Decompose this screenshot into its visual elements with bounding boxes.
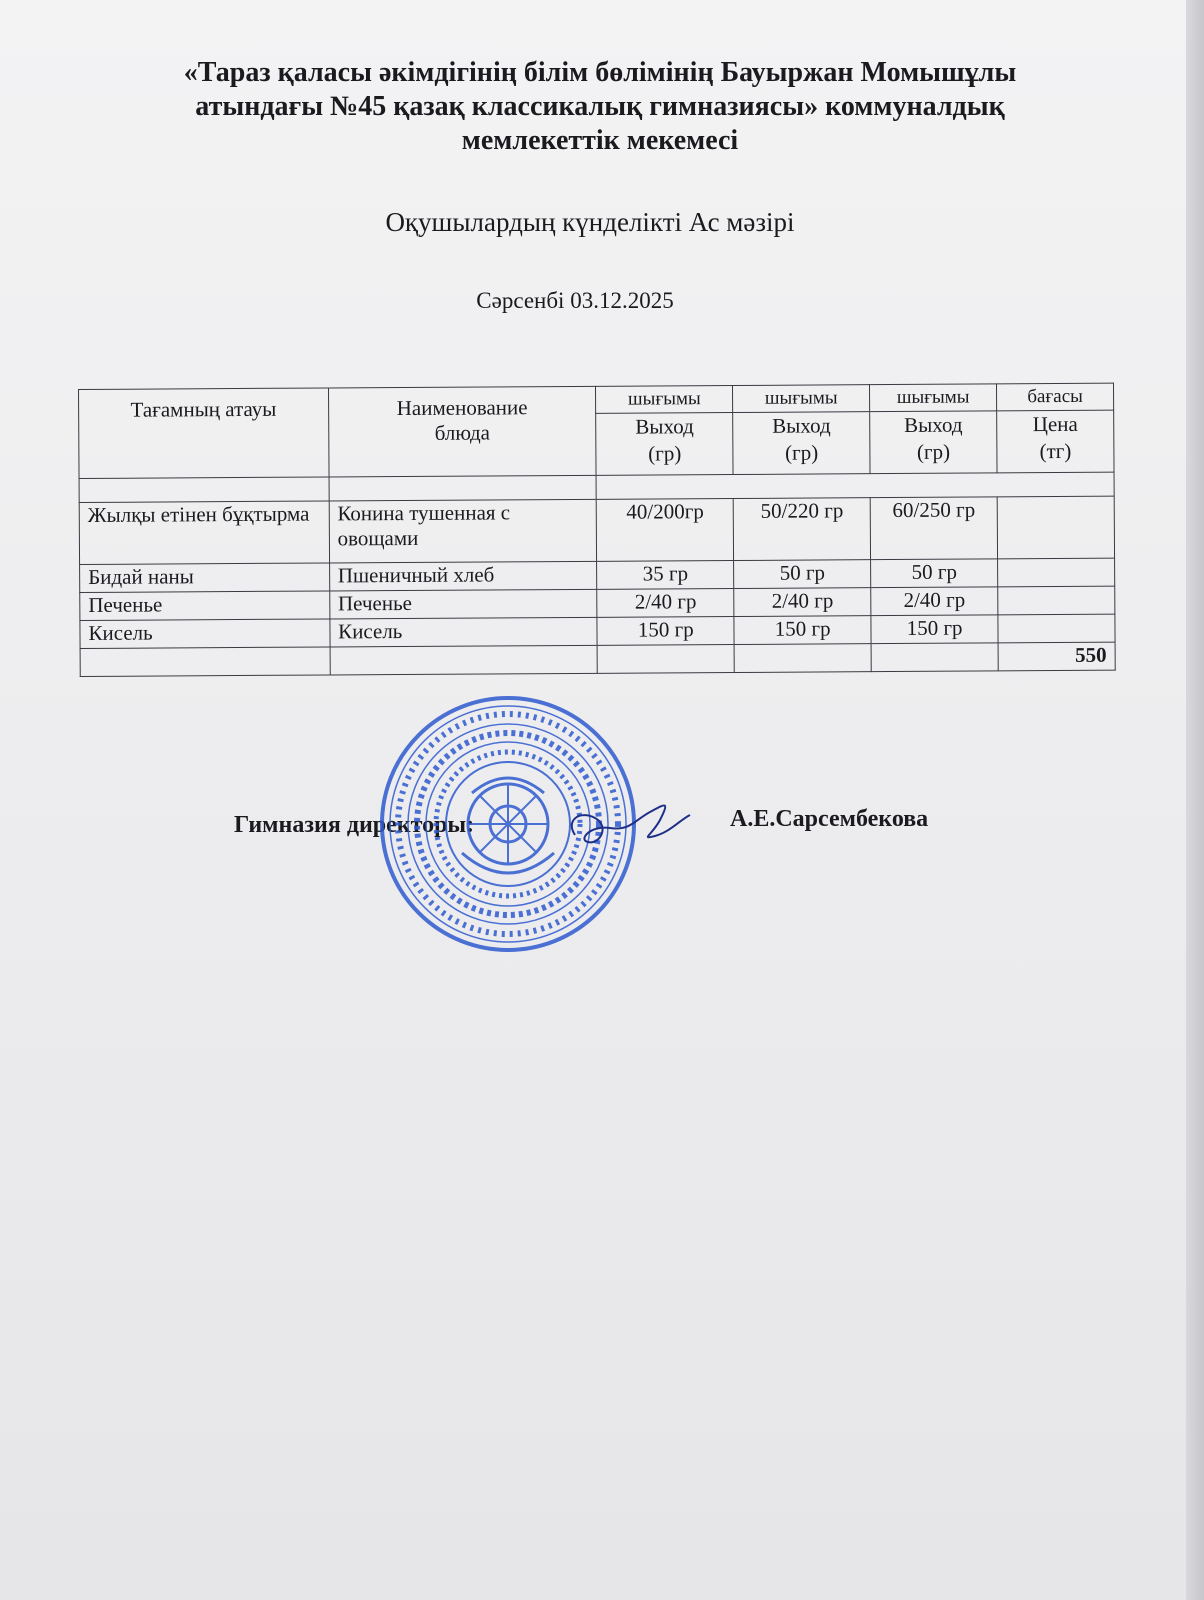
empty-cell: [597, 644, 734, 673]
output-1: 150 гр: [597, 616, 734, 645]
page-edge: [1186, 0, 1204, 1600]
header-price-ru: [997, 410, 1114, 473]
price: [997, 496, 1114, 559]
output-3: 2/40 гр: [871, 587, 998, 616]
header-out-kz-1: шығымы: [596, 386, 733, 414]
output-2: 150 гр: [734, 616, 871, 645]
header-out-ru-1: [596, 412, 733, 475]
header-out-ru-1-a: Выход: [635, 414, 694, 439]
director-role: Гимназия директоры:: [234, 812, 475, 838]
output-3: 50 гр: [871, 559, 998, 588]
header-out-kz-2: шығымы: [733, 385, 870, 413]
price: [998, 558, 1115, 587]
header-out-ru-2-a: Выход: [772, 413, 831, 438]
header-out-ru-3: [870, 411, 997, 474]
spacer-cell: [79, 477, 329, 503]
menu-table: [78, 383, 1116, 677]
output-2: 50 гр: [734, 560, 871, 589]
signature-mark: [560, 790, 700, 860]
header-price-ru-b: (тг): [1039, 438, 1072, 464]
dish-name-kz: Жылқы етінен бұқтырма: [79, 501, 329, 565]
output-3: 60/250 гр: [870, 497, 997, 560]
header-price-kz: бағасы: [997, 383, 1114, 411]
price: [998, 586, 1115, 615]
empty-cell: [871, 643, 998, 672]
output-2: 2/40 гр: [734, 588, 871, 617]
dish-name-ru: Конина тушенная с овощами: [329, 499, 597, 563]
dish-name-kz: Кисель: [80, 619, 330, 649]
header-name-ru: [328, 386, 596, 477]
empty-cell: [330, 645, 598, 675]
empty-cell: [734, 644, 871, 673]
dish-name-kz: Бидай наны: [80, 563, 330, 593]
dish-name-kz: Печенье: [80, 591, 330, 621]
total-price: 550: [998, 642, 1115, 671]
empty-cell: [80, 647, 330, 677]
header-out-ru-3-a: Выход: [904, 412, 963, 437]
menu-title: Оқушылардың күнделікті Ас мәзірі: [385, 207, 795, 237]
header-price-ru-a: Цена: [1032, 411, 1078, 437]
output-1: 2/40 гр: [597, 588, 734, 617]
header-out-ru-2-b: (гр): [784, 440, 819, 465]
header-name-ru-line2: блюда: [434, 420, 491, 445]
dish-name-ru: Печенье: [329, 589, 597, 619]
spacer-cell: [329, 475, 597, 501]
price: [998, 614, 1115, 643]
output-3: 150 гр: [871, 615, 998, 644]
output-2: 50/220 гр: [733, 498, 870, 561]
header-name-kz-text: Тағамның атауы: [130, 396, 277, 422]
org-line-2: атындағы №45 қазақ классикалық гимназиясы» коммуналдық: [195, 91, 1005, 122]
header-out-kz-3: шығымы: [870, 384, 997, 412]
total-row: [80, 642, 1115, 676]
director-name: А.Е.Сарсембекова: [730, 806, 929, 832]
header-out-ru-2: [733, 412, 870, 475]
header-name-ru-line1: Наименование: [396, 395, 528, 421]
dish-name-ru: Кисель: [330, 617, 598, 647]
menu-date: Сәрсенбі 03.12.2025: [476, 288, 674, 313]
header-out-ru-3-b: (гр): [916, 439, 951, 464]
output-1: 40/200гр: [597, 498, 734, 561]
header-out-ru-1-b: (гр): [648, 441, 682, 466]
org-line-1: «Тараз қаласы әкімдігінің білім бөлімінің Бауыржан Момышұлы: [183, 57, 1017, 88]
table-row: [79, 496, 1114, 564]
header-name-kz: [79, 388, 329, 479]
output-1: 35 гр: [597, 560, 734, 589]
organization-title: [70, 56, 1130, 158]
spacer-cell: [596, 472, 1114, 499]
dish-name-ru: Пшеничный хлеб: [329, 561, 597, 591]
org-line-3: мемлекеттік мекемесі: [461, 125, 739, 156]
